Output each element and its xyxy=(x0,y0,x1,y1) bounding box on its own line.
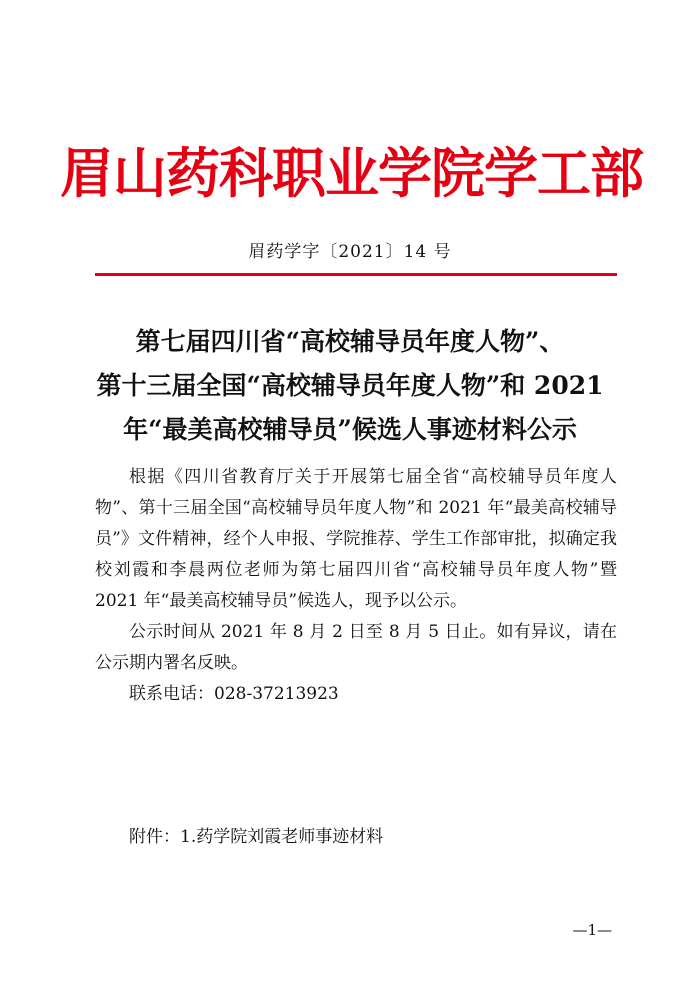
document-title xyxy=(70,320,630,452)
body-paragraph-period: 公示时间从 2021 年 8 月 2 日至 8 月 5 日止。如有异议，请在公示期内署名反映。 xyxy=(95,622,617,673)
title-line-1: 第七届四川省“高校辅导员年度人物”、 xyxy=(135,327,565,356)
body-paragraph-contact: 联系电话：028-37213923 xyxy=(129,684,339,704)
organization-header: 眉山药科职业学院学工部 xyxy=(60,141,643,205)
body-paragraph-announcement: 根据《四川省教育厅关于开展第七届全省“高校辅导员年度人物”、第十三届全国“高校辅导员年度人物”和 2021 年“最美高校辅导员”》文件精神，经个人申报、学院推荐、学生工作部审批，拟确定我校刘霞和李晨两位老师为第七届四川省“高校辅导员年度人物”暨 2021 年“最美高校辅导员”候选人，现予以公示。 xyxy=(95,467,617,611)
document-number: 眉药学字〔2021〕14 号 xyxy=(248,242,452,262)
attachment-line: 附件：1.药学院刘霞老师事迹材料 xyxy=(129,827,384,847)
title-line-3: 年“最美高校辅导员”候选人事迹材料公示 xyxy=(123,415,577,444)
body-text xyxy=(95,462,617,710)
header-divider xyxy=(95,273,617,276)
page-number: —1— xyxy=(572,921,612,939)
title-line-2: 第十三届全国“高校辅导员年度人物”和 2021 xyxy=(96,371,604,400)
